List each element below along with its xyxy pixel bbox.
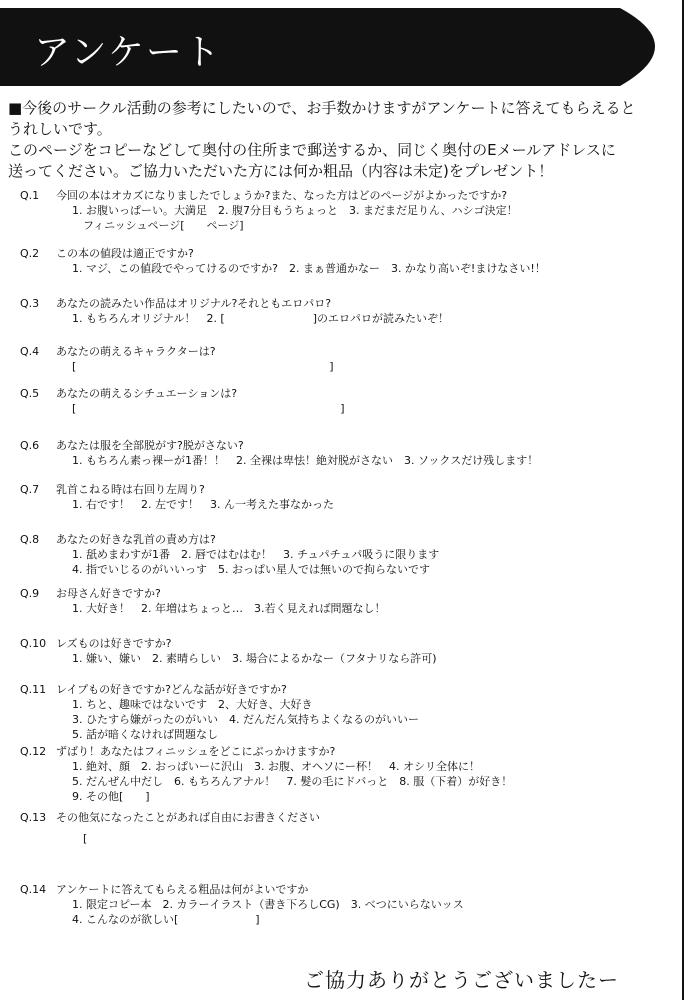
closing-message: ご協力ありがとうございましたー — [304, 968, 619, 992]
intro-line: このページをコピーなどして奥付の住所まで郵送するか、同じく奥付のEメールアドレスに — [8, 141, 616, 159]
answer-options: 4. こんなのが欲しい[ ] — [72, 913, 260, 926]
question-7 — [20, 482, 334, 512]
question-text: あなたは服を全部脱がす?脱がさない? — [56, 439, 244, 452]
question-6 — [20, 438, 538, 468]
answer-options: 5. だんぜん中だし 6. もちろんアナル！ 7. 髪の毛にドバっと 8. 服（下着）が好き！ — [72, 775, 513, 788]
question-14 — [20, 882, 464, 927]
answer-options: 9. その他[ ] — [72, 790, 150, 803]
question-number: Q.3 — [20, 297, 40, 310]
question-number: Q.4 — [20, 345, 40, 358]
question-text: あなたの萌えるシチュエーションは? — [56, 387, 238, 400]
answer-bracket: [ ] — [72, 360, 334, 373]
answer-options: 1. もちろん素っ裸ーが1番！！ 2. 全裸は卑怯！絶対脱がさない 3. ソックスだけ残します！ — [72, 454, 539, 467]
question-13 — [20, 810, 320, 846]
question-number: Q.2 — [20, 247, 40, 260]
question-text: あなたの萌えるキャラクターは? — [56, 345, 216, 358]
question-text: この本の値段は適正ですか? — [56, 247, 194, 260]
question-text: あなたの読みたい作品はオリジナル?それともエロパロ? — [56, 297, 332, 310]
question-text: お母さん好きですか? — [56, 587, 161, 600]
question-number: Q.1 — [20, 189, 40, 202]
question-9 — [20, 586, 385, 616]
question-5 — [20, 386, 345, 416]
answer-options: 1. もちろんオリジナル！ 2. [ ]のエロパロが読みたいぞ！ — [72, 312, 450, 325]
answer-options: 1. 大好き！ 2. 年増はちょっと… 3.若く見えれば問題なし！ — [72, 602, 386, 615]
answer-bracket: [ ] — [72, 402, 345, 415]
question-text: 今回の本はオカズになりましたでしょうか?また、なった方はどのページがよかったですか? — [56, 189, 508, 202]
question-10 — [20, 636, 437, 666]
answer-options: 1. 舐めまわすが1番 2. 唇ではむはむ！ 3. チュパチュパ吸うに限ります — [72, 548, 440, 561]
answer-bracket: [ — [72, 832, 88, 845]
question-text: その他気になったことがあれば自由にお書きください — [56, 811, 320, 824]
question-number: Q.6 — [20, 439, 40, 452]
intro-line: 送ってください。ご協力いただいた方には何か粗品（内容は未定)をプレゼント！ — [8, 162, 554, 180]
question-text: あなたの好きな乳首の責め方は? — [56, 533, 216, 546]
right-border-line — [682, 0, 684, 1000]
question-number: Q.11 — [20, 683, 47, 696]
answer-options: 1. 右です！ 2. 左です！ 3. ん一考えた事なかった — [72, 498, 334, 511]
intro-text — [8, 98, 678, 182]
answer-options: 3. ひたすら嫌がったのがいい 4. だんだん気持ちよくなるのがいいー — [72, 713, 419, 726]
answer-options: フィニッシュページ[ ページ] — [72, 219, 244, 232]
page-title: アンケート — [34, 32, 222, 73]
question-number: Q.10 — [20, 637, 47, 650]
answer-options: 1. ちと、趣味ではないです 2、大好き、大好き — [72, 698, 313, 711]
question-number: Q.9 — [20, 587, 40, 600]
question-number: Q.8 — [20, 533, 40, 546]
question-text: レイプもの好きですか?どんな話が好きですか? — [56, 683, 287, 696]
question-text: ずばり！あなたはフィニッシュをどこにぶっかけますか? — [56, 745, 336, 758]
answer-options: 1. お腹いっぱーい。大満足 2. 腹7分目もうちょっと 3. まだまだ足りん、ハシゴ決定！ — [72, 204, 518, 217]
answer-options: 1. 限定コピー本 2. カラーイラスト（書き下ろしCG) 3. べつにいらないッス — [72, 898, 464, 911]
question-text: レズものは好きですか? — [56, 637, 172, 650]
question-8 — [20, 532, 439, 577]
intro-line: ■今後のサークル活動の参考にしたいので、お手数かけますがアンケートに答えてもらえると — [8, 99, 636, 117]
question-number: Q.13 — [20, 811, 47, 824]
question-number: Q.5 — [20, 387, 40, 400]
question-1 — [20, 188, 518, 233]
question-4 — [20, 344, 334, 374]
answer-options: 5. 話が暗くなければ問題なし — [72, 728, 218, 741]
question-12 — [20, 744, 512, 804]
question-11 — [20, 682, 419, 742]
answer-options: 4. 指でいじるのがいいっす 5. おっぱい星人では無いので拘らないです — [72, 563, 430, 576]
question-number: Q.12 — [20, 745, 47, 758]
answer-options: 1. 絶対、顔 2. おっぱいーに沢山 3. お腹、オヘソにー杯！ 4. オシリ全体に！ — [72, 760, 480, 773]
intro-line: うれしいです。 — [8, 120, 112, 138]
question-3 — [20, 296, 449, 326]
question-number: Q.7 — [20, 483, 40, 496]
answer-options: 1. 嫌い、嫌い 2. 素晴らしい 3. 場合によるかなー（フタナリなら許可) — [72, 652, 437, 665]
question-text: アンケートに答えてもらえる粗品は何がよいですか — [56, 883, 309, 896]
question-number: Q.14 — [20, 883, 47, 896]
question-2 — [20, 246, 546, 276]
question-text: 乳首こねる時は右回り左周り? — [56, 483, 205, 496]
title-banner — [0, 8, 690, 88]
answer-options: 1. マジ、この値段でやってけるのですか? 2. まぁ普通かなー 3. かなり高いぞ!まけなさい!！ — [72, 262, 546, 275]
